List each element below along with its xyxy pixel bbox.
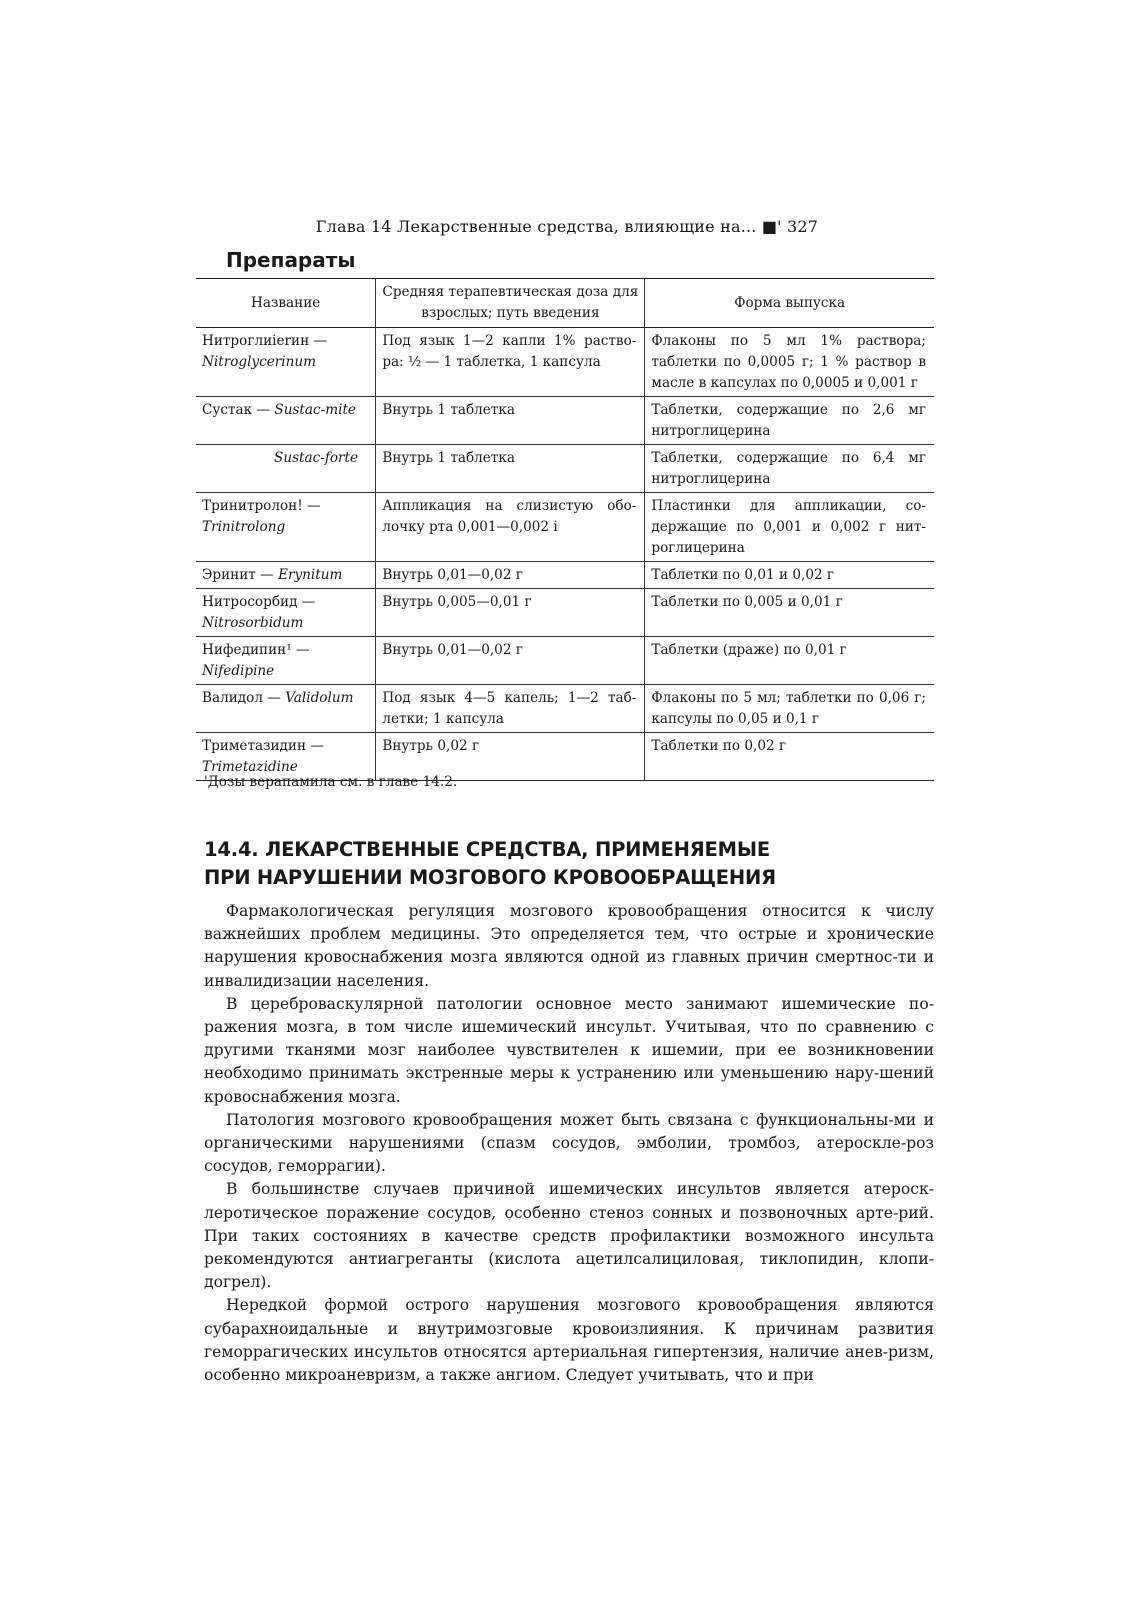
drug-name: Валидол — [202,690,281,706]
body-text [204,900,934,1387]
drug-name-cell [196,493,376,562]
table-row [196,397,934,445]
form-cell: Таблетки по 0,01 и 0,02 г [645,562,934,589]
table-header-row [196,279,934,328]
table-row [196,589,934,637]
drug-latin-name: Erynitum [278,567,343,583]
drug-latin-name: Sustac-forte [274,450,359,466]
drug-name-cell [196,397,376,445]
form-cell: Таблетки по 0,02 г [645,733,934,781]
form-cell: Пластинки для аппликации, со-держащие по 0,001 и 0,002 г нит-роглицерина [645,493,934,562]
drug-latin-name: Trimetazidine [202,759,298,775]
table-row [196,637,934,685]
column-header-name: Название [196,279,376,328]
column-header-dose: Средняя терапевтическая доза для взрослых; путь введения [376,279,645,328]
drug-latin-name: Validolum [285,690,354,706]
drug-latin-name: Trinitrolong [202,519,286,535]
form-cell: Таблетки (драже) по 0,01 г [645,637,934,685]
dose-cell: Внутрь 1 таблетка [376,445,645,493]
drug-name: Нифедипин¹ — [202,642,310,658]
section-label: Препараты [226,248,356,272]
drug-name-cell [196,589,376,637]
drug-name-cell [196,637,376,685]
table-row [196,685,934,733]
dose-cell: Внутрь 1 таблетка [376,397,645,445]
paragraph: Нередкой формой острого нарушения мозгового кровообращения являются субарахноидальные и внутримозговые кровоизлияния. К причинам развития геморрагических инсультов относятся артериальная гипертензия, наличие анев-ризм, особенно микроаневризм, а также ангиом. Следует учитывать, что и при [204,1296,934,1385]
dose-cell: Внутрь 0,005—0,01 г [376,589,645,637]
section-heading-line-2: ПРИ НАРУШЕНИИ МОЗГОВОГО КРОВООБРАЩЕНИЯ [204,866,776,889]
table-row [196,562,934,589]
drug-name-cell [196,445,376,493]
table-row [196,328,934,397]
drug-name-cell [196,562,376,589]
dose-cell: Внутрь 0,01—0,02 г [376,637,645,685]
drug-name: Нитроглиierин — [202,333,328,349]
drug-name: Тринитролон! — [202,498,321,514]
drugs-table [196,278,934,781]
paragraph: Патология мозгового кровообращения может быть связана с функциональны-ми и органическими нарушениями (спазм сосудов, эмболии, тромбоз, атероскле-роз сосудов, геморрагии). [204,1110,934,1176]
section-heading-line-1: 14.4. ЛЕКАРСТВЕННЫЕ СРЕДСТВА, ПРИМЕНЯЕМЫЕ [204,838,770,861]
paragraph: Фармакологическая регуляция мозгового кровообращения относится к числу важнейших проблем медицины. Это определяется тем, что острые и хронические нарушения кровоснабжения мозга являются одной из главных причин смертнос-ти и инвалидизации населения. [204,902,934,990]
drug-name-cell [196,328,376,397]
table-row [196,445,934,493]
drug-name-cell [196,685,376,733]
dose-cell: Внутрь 0,02 г [376,733,645,781]
drug-latin-name: Nitroglycerinum [202,354,317,370]
table-row [196,493,934,562]
dose-cell: Аппликация на слизистую обо-лочку рта 0,001—0,002 i [376,493,645,562]
drug-latin-name: Nifedipine [202,663,275,679]
section-heading [204,836,776,892]
drug-latin-name: Nitrosorbidum [202,615,304,631]
paragraph: В большинстве случаев причиной ишемических инсультов является атероск-леротическое поражение сосудов, особенно стеноз сонных и позвоночных арте-рий. При таких состояниях в качестве средств профилактики возможного инсульта рекомендуются антиагреганты (кислота ацетилсалициловая, тиклопидин, клопи-догрел). [204,1180,934,1292]
table-footnote: 'Дозы верапамила см. в главе 14.2. [204,774,458,790]
column-header-form: Форма выпуска [645,279,934,328]
drug-name: Сустак — [202,402,271,418]
running-head: Глава 14 Лекарственные средства, влияющие на... ■' 327 [315,217,819,236]
drug-name: Эринит — [202,567,274,583]
form-cell: Таблетки, содержащие по 2,6 мг нитроглицерина [645,397,934,445]
paragraph: В цереброваскулярной патологии основное место занимают ишемические по-ражения мозга, в том числе ишемический инсульт. Учитывая, что по сравнению с другими тканями мозг наиболее чувствителен к ишемии, при ее возникновении необходимо принимать экстренные меры к устранению или уменьшению нару-шений кровоснабжения мозга. [204,994,934,1106]
drug-name: Триметазидин — [202,738,324,754]
dose-cell: Внутрь 0,01—0,02 г [376,562,645,589]
drug-name: Нитросорбид — [202,594,316,610]
form-cell: Флаконы по 5 мл 1% раствора; таблетки по 0,0005 г; 1 % раствор в масле в капсулах по 0,0005 и 0,001 г [645,328,934,397]
form-cell: Флаконы по 5 мл; таблетки по 0,06 г; капсулы по 0,05 и 0,1 г [645,685,934,733]
form-cell: Таблетки, содержащие по 6,4 мг нитроглицерина [645,445,934,493]
form-cell: Таблетки по 0,005 и 0,01 г [645,589,934,637]
dose-cell: Под язык 4—5 капель; 1—2 таб-летки; 1 капсула [376,685,645,733]
drug-latin-name: Sustac-mite [274,402,356,418]
dose-cell: Под язык 1—2 капли 1% раство-ра: ½ — 1 таблетка, 1 капсула [376,328,645,397]
